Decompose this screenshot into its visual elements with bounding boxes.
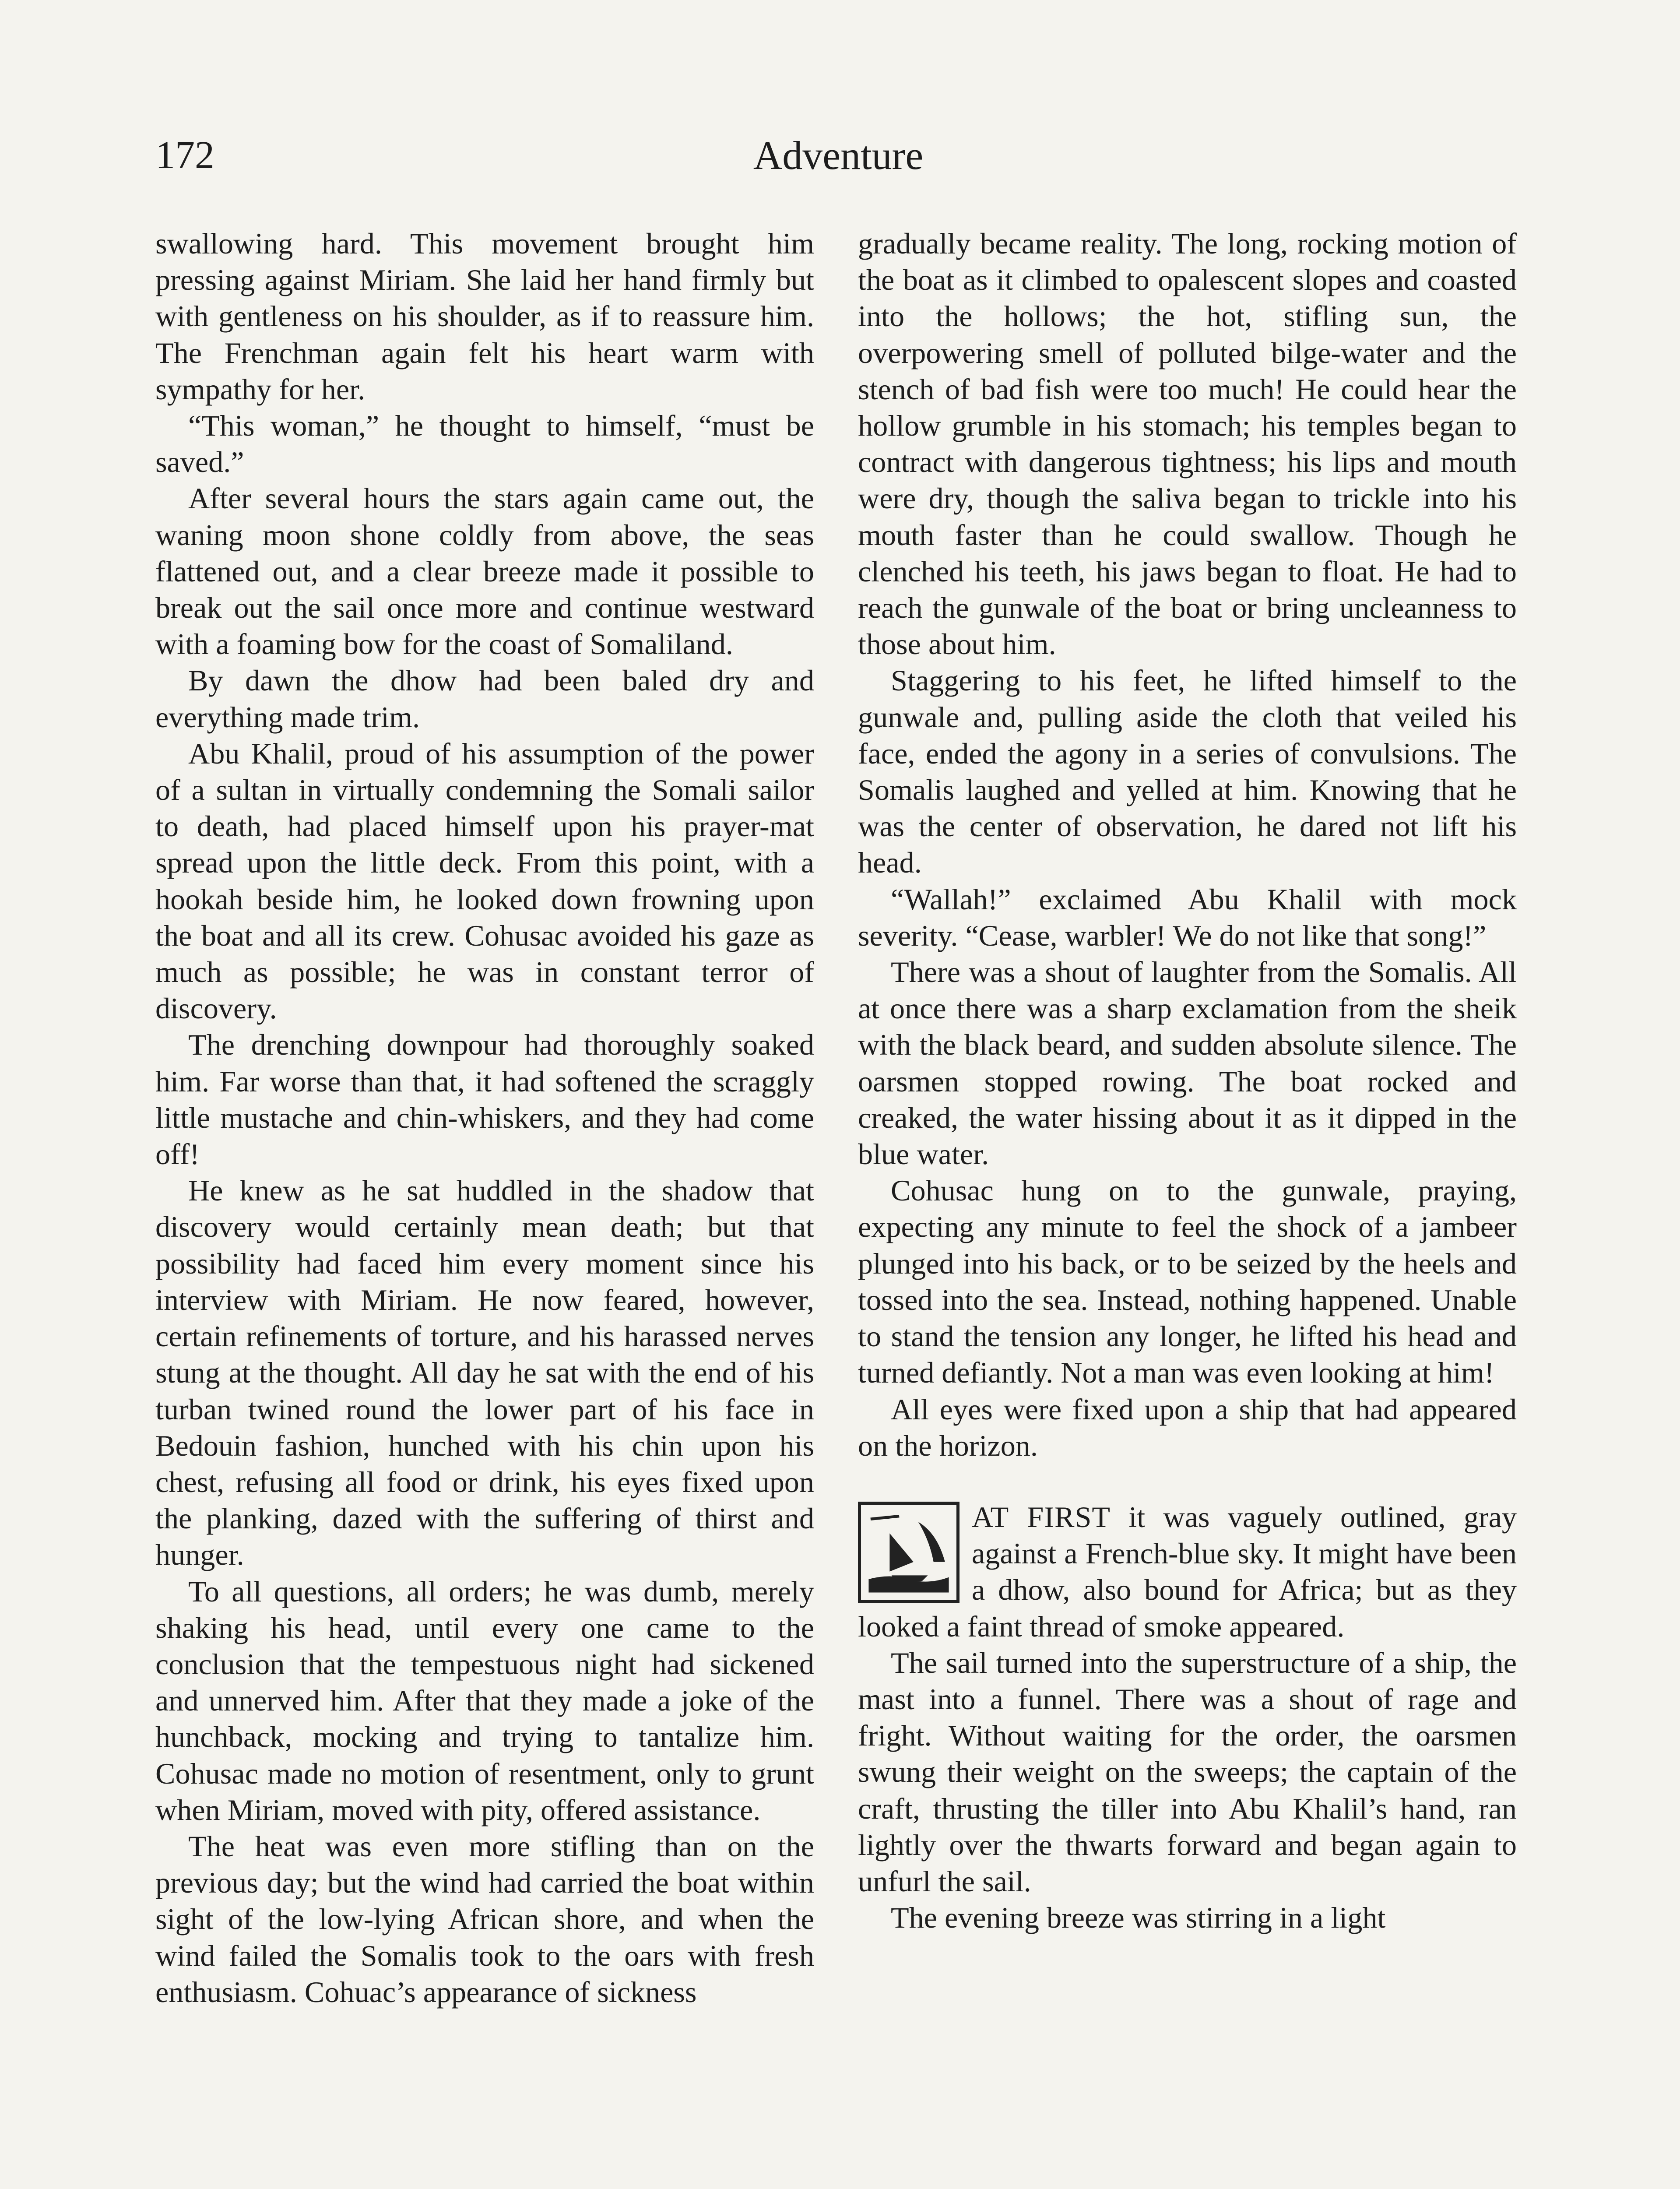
paragraph: swallowing hard. This movement brought him pressing against Miriam. She laid her hand firmly but with gentleness on his shoulder, as if to reassure him. The Frenchman again felt his heart warm with sympathy for her. <box>155 227 814 406</box>
paragraph: gradually became reality. The long, rocking motion of the boat as it climbed to opalescent slopes and coasted into the hollows; the hot, stifling sun, the overpowering smell of polluted bilge-water and the stench of bad fish were too much! He could hear the hollow grumble in his stomach; his temples began to contract with dangerous tightness; his lips and mouth were dry, though the saliva began to trickle into his mouth faster than he could swallow. Though he clenched his teeth, his jaws began to float. He had to reach the gunwale of the boat or bring uncleanness to those about him. <box>858 227 1517 661</box>
page-number: 172 <box>155 134 214 177</box>
paragraph: He knew as he sat huddled in the shadow that discovery would certainly mean death; but that possibility had faced him every moment since his interview with Miriam. He now feared, however, certain refinements of torture, and his harassed nerves stung at the thought. All day he sat with the end of his turban twined round the lower part of his face in Bedouin fashion, hunched with his chin upon his chest, refusing all food or drink, his eyes fixed upon the planking, dazed with the suffering of thirst and hunger. <box>155 1174 814 1572</box>
paragraph: The sail turned into the superstructure of a ship, the mast into a funnel. There was a shout of rage and fright. Without waiting for the order, the oarsmen swung their weight on the sweeps; the captain of the craft, thrusting the tiller into Abu Khalil’s hand, ran lightly over the thwarts forward and began again to unfurl the sail. <box>858 1646 1517 1898</box>
paragraph: The heat was even more stifling than on the previous day; but the wind had carried the boat within sight of the low-lying African shore, and when the wind failed the Somalis took to the oars with fresh enthusiasm. Cohuac’s appearance of sickness <box>155 1829 814 2009</box>
right-column <box>858 225 1517 2189</box>
paragraph: By dawn the dhow had been baled dry and everything made trim. <box>155 664 814 734</box>
left-column <box>155 225 814 2189</box>
paragraph: The evening breeze was stirring in a light <box>891 1901 1386 1935</box>
paragraph: “Wallah!” exclaimed Abu Khalil with mock severity. “Cease, warbler! We do not like that song!” <box>858 882 1517 952</box>
ship-vignette-icon <box>858 1502 959 1603</box>
lead-text: it was vaguely outlined, gray against a French-blue sky. It might have been a dhow, also bound for Africa; but as they looked a faint thread of smoke appeared. <box>858 1500 1517 1643</box>
paragraph: There was a shout of laughter from the Somalis. All at once there was a sharp exclamation from the sheik with the black beard, and sudden absolute silence. The oarsmen stopped rowing. The boat rocked and creaked, the water hissing about it as it dipped in the blue water. <box>858 955 1517 1171</box>
paragraph: To all questions, all orders; he was dumb, merely shaking his head, until every one came to the conclusion that the tempestuous night had sickened and unnerved him. After that they made a joke of the hunchback, mocking and trying to tantalize him. Cohusac made no motion of resentment, only to grunt when Miriam, moved with pity, offered assistance. <box>155 1574 814 1827</box>
section-lead-paragraph <box>858 1499 1517 1645</box>
running-title: Adventure <box>753 133 924 178</box>
paragraph: After several hours the stars again came out, the waning moon shone coldly from above, the seas flattened out, and a clear breeze made it possible to break out the sail once more and continue westward with a foaming bow for the coast of Somaliland. <box>155 482 814 661</box>
paragraph: The drenching downpour had thoroughly soaked him. Far worse than that, it had softened the scraggly little mustache and chin-whiskers, and they had come off! <box>155 1028 814 1171</box>
paragraph: All eyes were fixed upon a ship that had appeared on the horizon. <box>858 1392 1517 1462</box>
lead-caps: AT FIRST <box>972 1500 1111 1534</box>
page-header <box>155 131 1521 197</box>
paragraph: Staggering to his feet, he lifted himself to the gunwale and, pulling aside the cloth that veiled his face, ended the agony in a series of convulsions. The Somalis laughed and yelled at him. Knowing that he was the center of observation, he dared not lift his head. <box>858 664 1517 880</box>
paragraph: Abu Khalil, proud of his assumption of the power of a sultan in virtually condemning the Somali sailor to death, had placed himself upon his prayer-mat spread upon the little deck. From this point, with a hookah beside him, he looked down frowning upon the boat and all its crew. Cohusac avoided his gaze as much as possible; he was in constant terror of discovery. <box>155 736 814 1025</box>
paragraph: “This woman,” he thought to himself, “must be saved.” <box>155 409 814 479</box>
paragraph: Cohusac hung on to the gunwale, praying, expecting any minute to feel the shock of a jambeer plunged into his back, or to be seized by the heels and tossed into the sea. Instead, nothing happened. Unable to stand the tension any longer, he lifted his head and turned defiantly. Not a man was even looking at him! <box>858 1174 1517 1390</box>
